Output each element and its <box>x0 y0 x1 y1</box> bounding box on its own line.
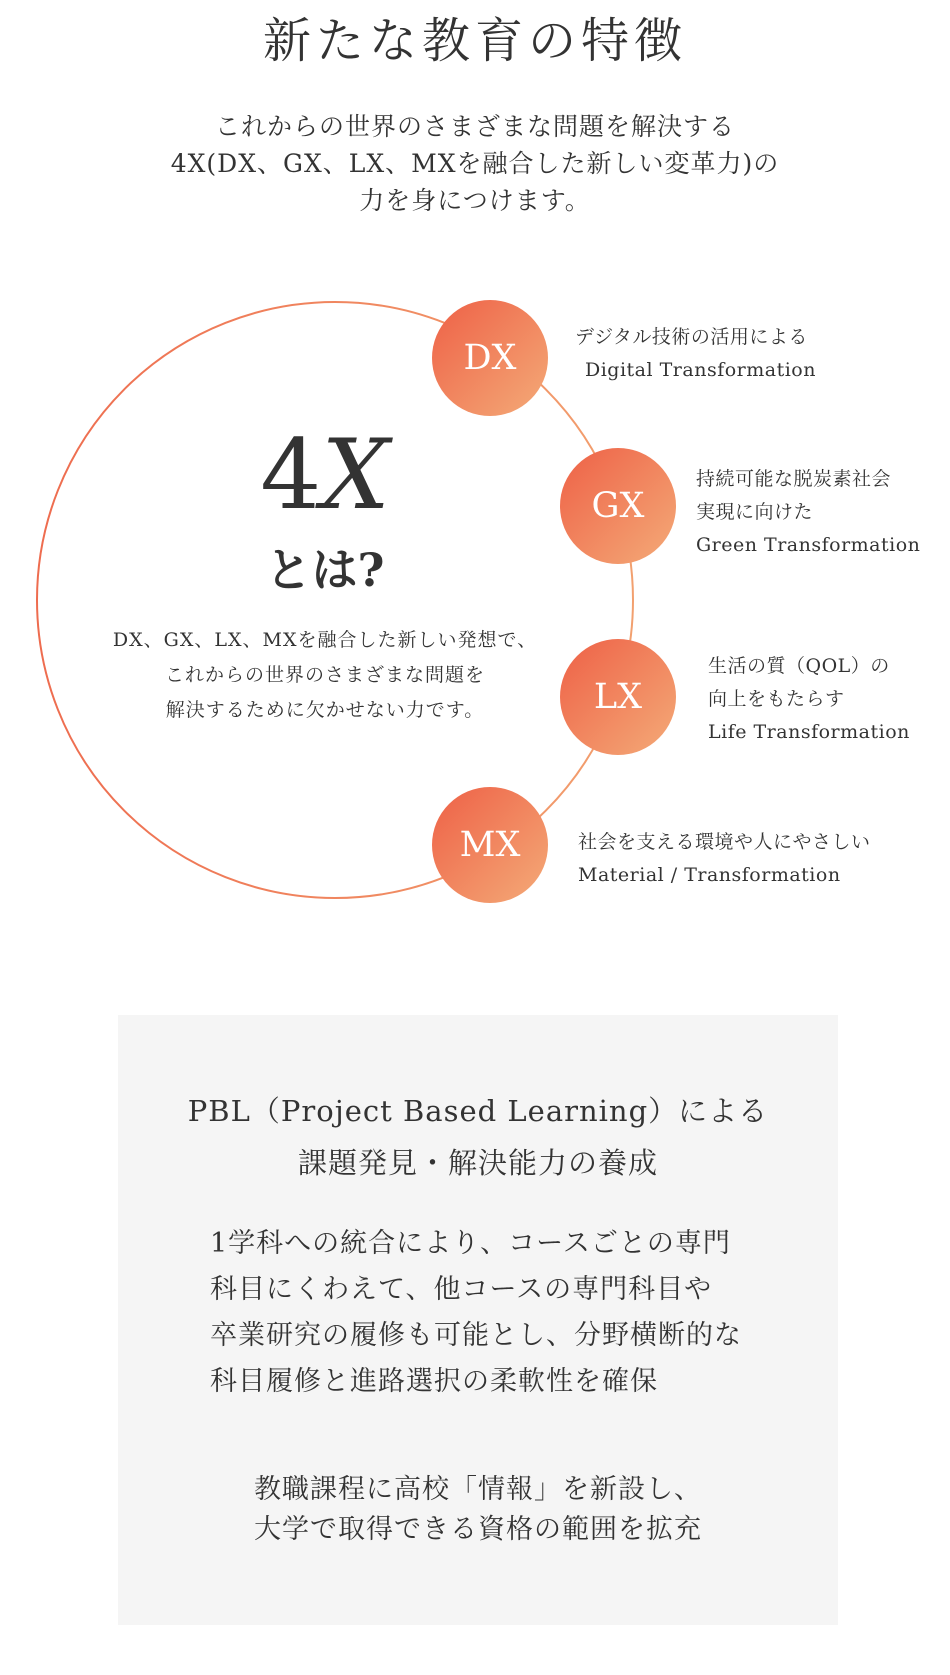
pbl-note-line: 大学で取得できる資格の範囲を拡充 <box>254 1514 702 1545</box>
dx-description <box>575 321 816 387</box>
lx-line-1: 生活の質（QOL）の <box>708 655 890 677</box>
lx-line-en: Life Transformation <box>708 721 910 743</box>
center-desc-line: 解決するために欠かせない力です。 <box>165 699 485 721</box>
pbl-body <box>210 1221 742 1405</box>
intro-line: 4X(DX、GX、LX、MXを融合した新しい変革力)の <box>170 149 780 178</box>
mx-description <box>578 826 871 892</box>
pbl-section <box>118 1015 838 1625</box>
mx-line-en: Material / Transformation <box>578 864 841 886</box>
intro-text <box>0 108 950 219</box>
gx-line-en: Green Transformation <box>696 534 921 556</box>
gx-line-1: 持続可能な脱炭素社会 <box>696 468 892 490</box>
pbl-note-line: 教職課程に高校「情報」を新設し、 <box>254 1474 702 1505</box>
pbl-title-line: PBL（Project Based Learning）による <box>187 1094 769 1128</box>
intro-line: 力を身につけます。 <box>359 186 591 215</box>
lx-line-2: 向上をもたらす <box>708 688 845 710</box>
pbl-body-line: 卒業研究の履修も可能とし、分野横断的な <box>210 1320 742 1351</box>
badge-label-dx: DX <box>463 338 517 378</box>
page-title: 新たな教育の特徴 <box>262 13 687 69</box>
center-subtitle: とは? <box>265 543 385 597</box>
gx-description <box>696 463 920 562</box>
pbl-body-line: 科目履修と進路選択の柔軟性を確保 <box>210 1366 658 1397</box>
mx-line-jp: 社会を支える環境や人にやさしい <box>578 831 871 853</box>
lx-description <box>708 650 910 749</box>
center-4: 4 <box>260 419 322 531</box>
badge-label-gx: GX <box>591 486 645 526</box>
badge-label-mx: MX <box>459 825 521 865</box>
center-desc-line: DX、GX、LX、MXを融合した新しい発想で、 <box>112 629 538 651</box>
intro-line: これからの世界のさまざまな問題を解決する <box>214 112 735 141</box>
center-description <box>40 623 610 728</box>
dx-line-jp: デジタル技術の活用による <box>575 326 808 348</box>
pbl-body-line: 1学科への統合により、コースごとの専門 <box>210 1228 731 1259</box>
pbl-body-line: 科目にくわえて、他コースの専門科目や <box>210 1274 713 1305</box>
dx-line-en: Digital Transformation <box>585 359 816 381</box>
center-x: X <box>321 419 390 531</box>
pbl-title-line: 課題発見・解決能力の養成 <box>297 1146 658 1180</box>
pbl-title <box>118 1085 838 1189</box>
center-desc-line: これからの世界のさまざまな問題を <box>164 664 485 686</box>
pbl-note <box>118 1470 838 1550</box>
center-4x-title <box>0 419 650 531</box>
gx-line-2: 実現に向けた <box>696 501 814 523</box>
badge-label-lx: LX <box>593 677 643 717</box>
